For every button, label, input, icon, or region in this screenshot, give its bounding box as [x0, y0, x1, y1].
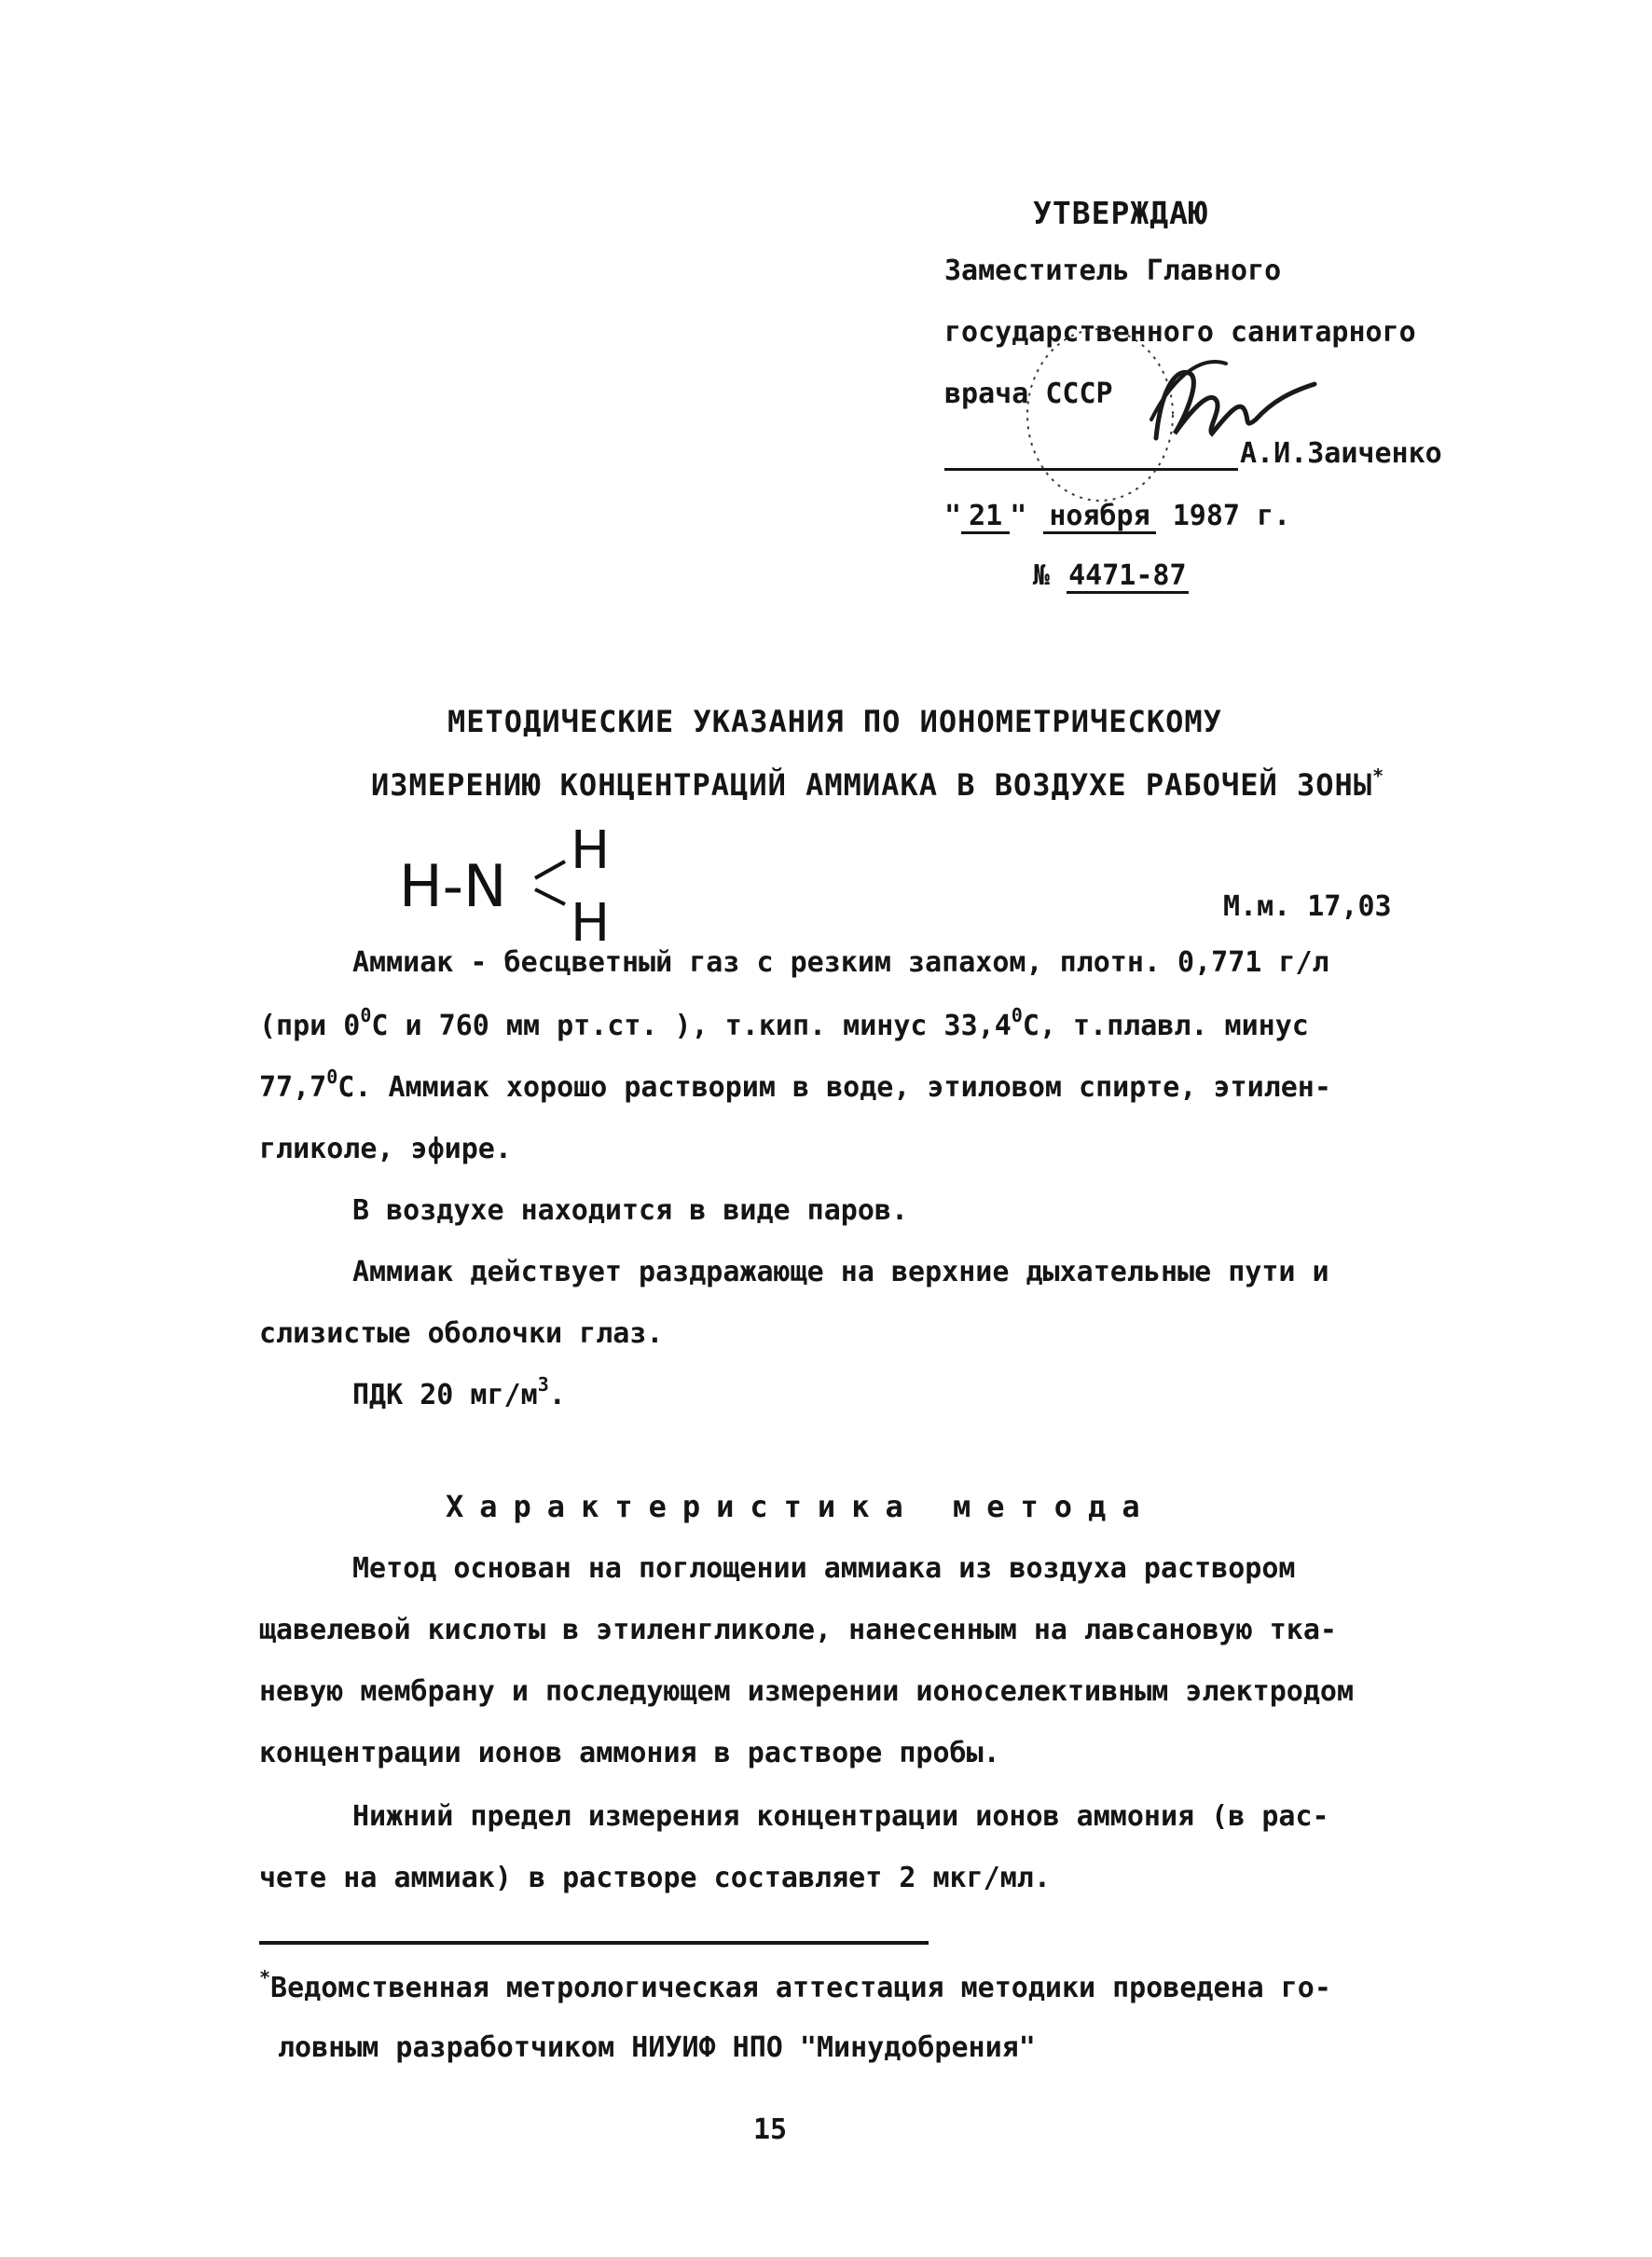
title-footnote-mark: * [1372, 764, 1385, 787]
formula-bottom-h: H [571, 893, 611, 954]
date-quote-close: " [1010, 500, 1027, 532]
formula-top-h: H [571, 820, 611, 881]
formula-hn: H-N [399, 852, 507, 920]
intro-p3-line1: Аммиак действует раздражающе на верхние дыхательные пути и [352, 1256, 1329, 1288]
intro-degree-3: 0 [326, 1066, 338, 1088]
intro-p1-line1: Аммиак - бесцветный газ с резким запахом, плотн. 0,771 г/л [352, 946, 1329, 979]
intro-p1-l2a: (при 0 [259, 1010, 361, 1042]
footnote-line-2: ловным разработчиком НИУИФ НПО "Минудобрения" [278, 2031, 1036, 2064]
intro-p2: В воздухе находится в виде паров. [352, 1194, 909, 1227]
approval-number [1033, 561, 1189, 594]
intro-p1-line4: гликоле, эфире. [259, 1133, 512, 1165]
footnote-text-1: Ведомственная метрологическая аттестация методики проведена го- [270, 1972, 1331, 2004]
approval-date [944, 502, 1290, 534]
stamp-circle [1027, 329, 1173, 501]
stamp-and-signature [1012, 280, 1319, 522]
intro-p1-l3b: С. Аммиак хорошо растворим в воде, этиловом спирте, этилен- [337, 1071, 1331, 1104]
pdk-text: ПДК 20 мг/м [352, 1379, 538, 1411]
footnote-separator [259, 1941, 929, 1945]
approval-line-3: врача СССР [944, 378, 1113, 410]
bond-upper [535, 861, 565, 878]
number-value: 4471-87 [1068, 559, 1187, 592]
date-day: 21 [961, 502, 1010, 534]
title-line-2 [371, 764, 1385, 803]
molar-mass: М.м. 17,03 [1223, 890, 1392, 923]
intro-p1-l2c: С, т.плавл. минус [1022, 1010, 1309, 1042]
title-line-2-text: ИЗМЕРЕНИЮ КОНЦЕНТРАЦИЙ АММИАКА В ВОЗДУХЕ РАБОЧЕЙ ЗОНЫ [371, 767, 1373, 803]
method-p2-line2: чете на аммиак) в растворе составляет 2 мкг/мл. [259, 1862, 1051, 1894]
method-p1-line4: концентрации ионов аммония в растворе пробы. [259, 1737, 1000, 1769]
method-p1-line3: невую мембрану и последующем измерении ионоселективным электродом [259, 1675, 1354, 1708]
approval-heading: УТВЕРЖДАЮ [1033, 195, 1208, 231]
signature-scribble [1156, 372, 1315, 438]
intro-p1-l3a: 77,7 [259, 1071, 327, 1104]
pdk-line [352, 1373, 566, 1411]
method-p1-line2: щавелевой кислоты в этиленгликоле, нанесенным на лавсановую тка- [259, 1614, 1337, 1646]
intro-degree-1: 0 [360, 1004, 372, 1026]
date-month: ноября [1043, 502, 1155, 534]
pdk-exponent: 3 [537, 1373, 549, 1396]
page-number: 15 [753, 2113, 788, 2146]
intro-p1-l2b: С и 760 мм рт.ст. ), т.кип. минус 33,4 [371, 1010, 1012, 1042]
intro-p1-line2 [259, 1004, 1309, 1042]
date-year: 1987 г. [1172, 500, 1291, 532]
intro-p1-line3 [259, 1066, 1331, 1104]
signer-name: А.И.Заиченко [1240, 437, 1442, 470]
method-p1-line1: Метод основан на поглощении аммиака из воздуха раствором [352, 1552, 1296, 1585]
bond-lower [535, 889, 565, 904]
approval-line-1: Заместитель Главного [944, 255, 1282, 287]
intro-p3-line2: слизистые оболочки глаз. [259, 1317, 664, 1350]
number-sign: № [1033, 559, 1051, 592]
approval-line-2: государственного санитарного [944, 316, 1416, 349]
formula-bonds [531, 846, 578, 921]
date-quote-open: " [944, 500, 962, 532]
title-line-1: МЕТОДИЧЕСКИЕ УКАЗАНИЯ ПО ИОНОМЕТРИЧЕСКОМУ [447, 704, 1222, 739]
pdk-period: . [548, 1379, 566, 1411]
intro-degree-2: 0 [1011, 1004, 1023, 1026]
method-heading: Характеристика метода [446, 1489, 1156, 1524]
method-p2-line1: Нижний предел измерения концентрации ионов аммония (в рас- [352, 1800, 1329, 1833]
footnote-line-1 [259, 1966, 1331, 2004]
footnote-mark: * [259, 1966, 271, 1989]
